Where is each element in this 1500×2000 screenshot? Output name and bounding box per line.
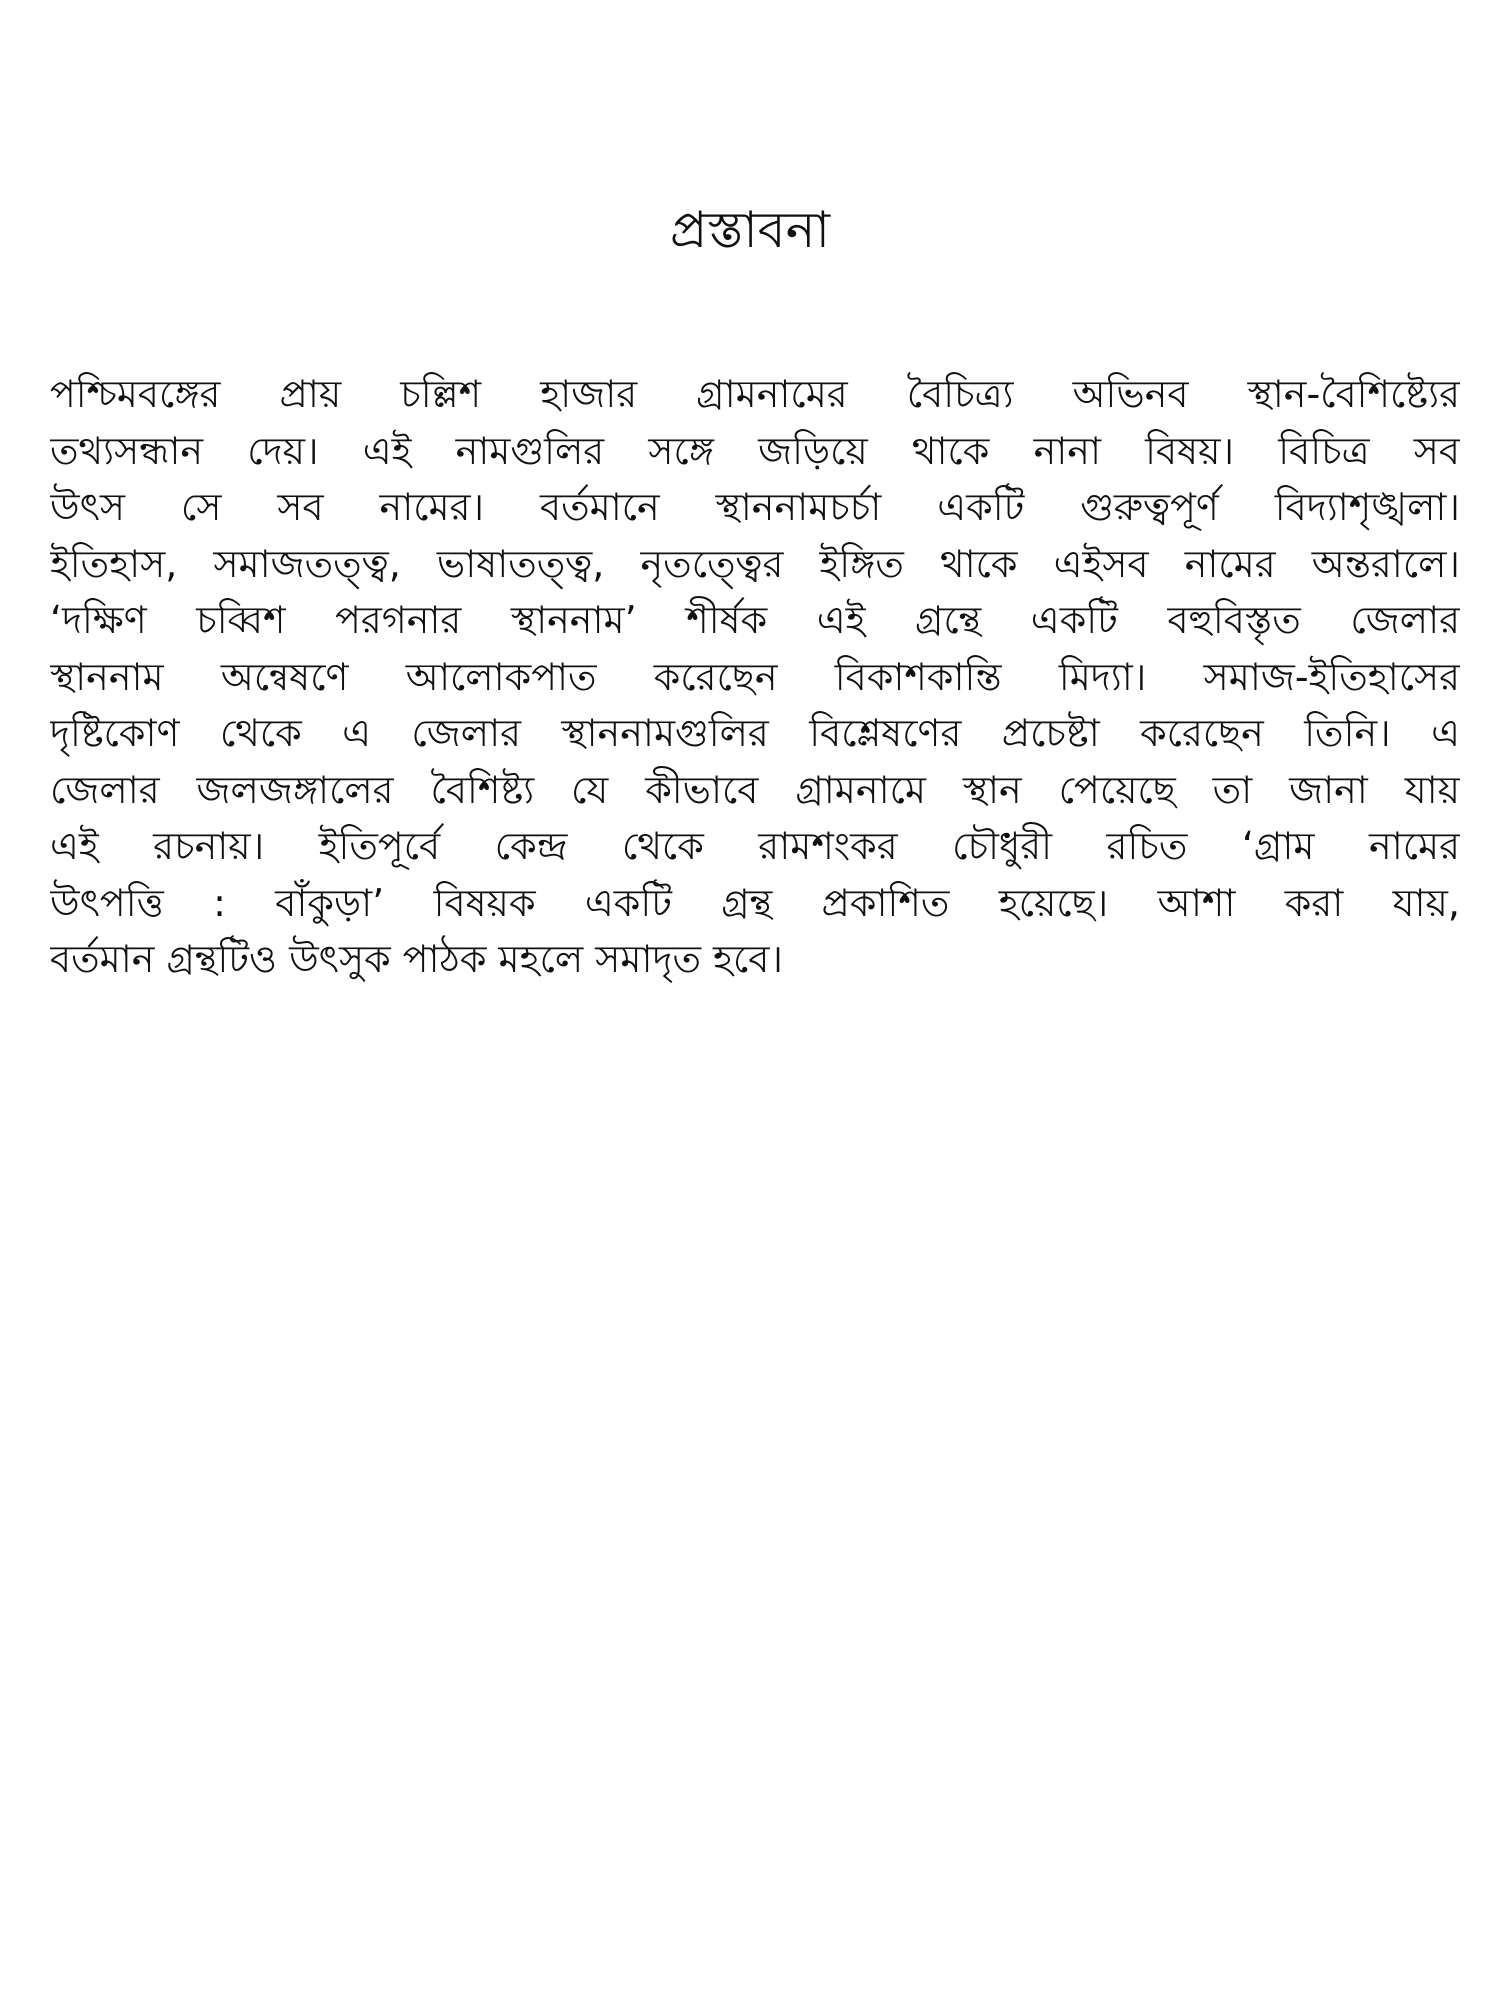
- paragraph-line: দৃষ্টিকোণ থেকে এ জেলার স্থাননামগুলির বিশ্লেষণের প্রচেষ্টা করেছেন তিনি। এ: [50, 711, 1460, 755]
- paragraph-line: এই রচনায়। ইতিপূর্বে কেন্দ্র থেকে রামশংকর চৌধুরী রচিত ‘গ্রাম নামের: [50, 824, 1460, 868]
- page-title: প্রস্তাবনা: [670, 201, 830, 259]
- paragraph-line: বর্তমান গ্রন্থটিও উৎসুক পাঠক মহলে সমাদৃত হবে।: [50, 937, 784, 981]
- paragraph-line: তথ্যসন্ধান দেয়। এই নামগুলির সঙ্গে জড়িয়ে থাকে নানা বিষয়। বিচিত্র সব: [50, 428, 1460, 473]
- paragraph-line: জেলার জলজঙ্গালের বৈশিষ্ট্য যে কীভাবে গ্রামনামে স্থান পেয়েছে তা জানা যায়: [50, 767, 1460, 812]
- paragraph-line: ইতিহাস, সমাজতত্ত্ব, ভাষাতত্ত্ব, নৃতত্ত্বের ইঙ্গিত থাকে এইসব নামের অন্তরালে।: [50, 541, 1460, 586]
- paragraph-line: উৎস সে সব নামের। বর্তমানে স্থাননামচর্চা একটি গুরুত্বপূর্ণ বিদ্যাশৃঙ্খলা।: [50, 485, 1460, 529]
- paragraph-line: পশ্চিমবঙ্গের প্রায় চল্লিশ হাজার গ্রামনামের বৈচিত্র্য অভিনব স্থান-বৈশিষ্ট্যের: [50, 372, 1460, 416]
- preface-paragraph: [50, 366, 1460, 988]
- paragraph-line: উৎপত্তি : বাঁকুড়া’ বিষয়ক একটি গ্রন্থ প্রকাশিত হয়েছে। আশা করা যায়,: [50, 880, 1460, 925]
- paragraph-line: স্থাননাম অন্বেষণে আলোকপাত করেছেন বিকাশকান্তি মিদ্যা। সমাজ-ইতিহাসের: [50, 654, 1460, 699]
- paragraph-line: ‘দক্ষিণ চব্বিশ পরগনার স্থাননাম’ শীর্ষক এই গ্রন্থে একটি বহুবিস্তৃত জেলার: [50, 598, 1460, 642]
